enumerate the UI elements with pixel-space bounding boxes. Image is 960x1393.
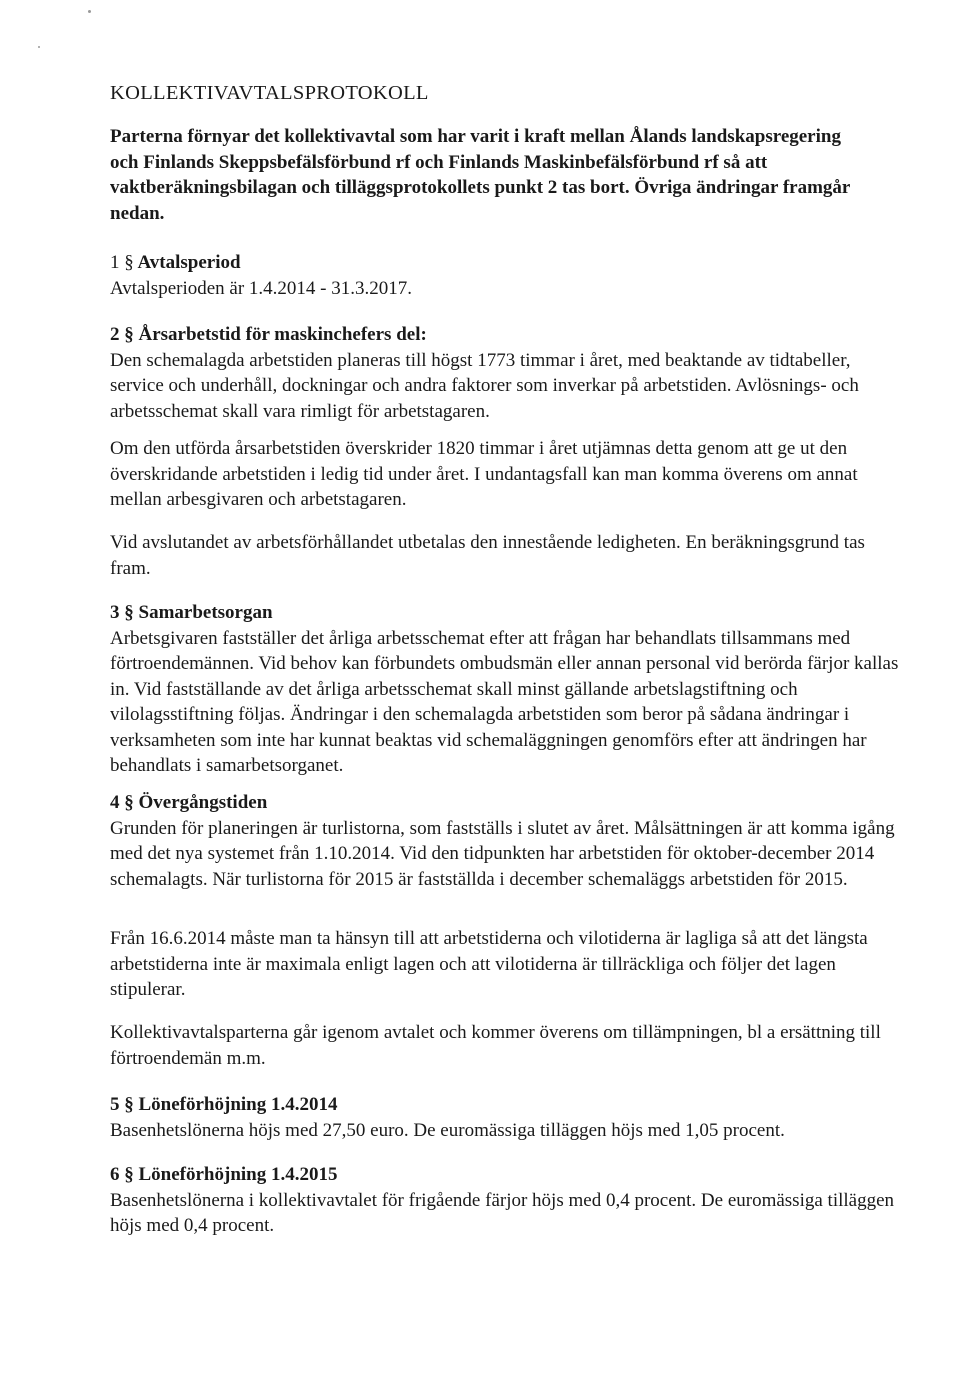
section-2-paragraph-2: Om den utförda årsarbetstiden överskrider 1820 timmar i året utjämnas detta genom att ge ut den överskridande arbetstiden i ledig tid under året. I undantagsfall kan man komma överens om annat mellan arbesgivaren och arbetstagaren. <box>110 438 858 510</box>
section-symbol: § <box>124 252 134 273</box>
section-4-paragraph-2: Från 16.6.2014 måste man ta hänsyn till att arbetstiderna och vilotiderna är lagliga så att det längsta arbetstiderna inte är maximala enligt lagen och att vilotiderna är tillräckliga och följer det lagen stipulerar. <box>110 928 868 1000</box>
section-symbol: § <box>124 792 134 813</box>
document-title: KOLLEKTIVAVTALSPROTOKOLL <box>110 82 429 104</box>
section-number: 5 <box>110 1094 120 1115</box>
section-symbol: § <box>124 324 134 345</box>
section-6 <box>110 1162 900 1239</box>
section-4 <box>110 790 900 892</box>
section-number: 2 <box>110 324 120 345</box>
section-title: Samarbetsorgan <box>138 602 273 623</box>
section-heading <box>110 1092 900 1118</box>
section-3 <box>110 600 900 779</box>
section-title: Avtalsperiod <box>137 252 241 273</box>
section-1 <box>110 250 900 301</box>
section-number: 6 <box>110 1164 120 1185</box>
section-2-paragraph-3: Vid avslutandet av arbetsförhållandet utbetalas den innestående ledigheten. En beräkningsgrund tas fram. <box>110 532 865 579</box>
section-paragraph: Basenhetslönerna höjs med 27,50 euro. De euromässiga tilläggen höjs med 1,05 procent. <box>110 1119 785 1141</box>
section-title: Löneförhöjning 1.4.2014 <box>138 1094 338 1115</box>
section-4-paragraph-3: Kollektivavtalsparterna går igenom avtalet och kommer överens om tillämpningen, bl a ersättning till förtroendemän m.m. <box>110 1022 881 1069</box>
section-paragraph: Arbetsgivaren fastställer det årliga arbetsschemat efter att frågan har behandlats tillsammans med förtroendemännen. Vid behov kan förbundets ombudsmän eller annan personal vid berörda färjor kallas in. Vid fastställande av det årliga arbetsschemat skall minst gällande arbetslagstiftning och vilolagsstiftning följas. Ändringar i den schemalagda arbetstiden som beror på sådana ändringar i verksamheten som inte har kunnat beaktas vid schemaläggningen genomförs efter att ändringen har behandlats i samarbetsorganet. <box>110 627 899 776</box>
section-paragraph: Basenhetslönerna i kollektivavtalet för frigående färjor höjs med 0,4 procent. De euromässiga tilläggen höjs med 0,4 procent. <box>110 1189 895 1236</box>
section-symbol: § <box>124 1164 134 1185</box>
section-heading <box>110 322 900 348</box>
section-title: Löneförhöjning 1.4.2015 <box>138 1164 338 1185</box>
section-heading <box>110 1162 900 1188</box>
section-number: 3 <box>110 602 120 623</box>
section-title: Årsarbetstid för maskinchefers del: <box>138 324 427 345</box>
section-number: 1 <box>110 252 120 273</box>
scan-speck <box>38 46 40 48</box>
scan-speck <box>88 10 91 13</box>
section-symbol: § <box>124 1094 134 1115</box>
section-heading <box>110 790 900 816</box>
section-number: 4 <box>110 792 120 813</box>
section-paragraph: Avtalsperioden är 1.4.2014 - 31.3.2017. <box>110 277 413 299</box>
section-symbol: § <box>124 602 134 623</box>
section-title: Övergångstiden <box>138 792 268 813</box>
section-5 <box>110 1092 900 1143</box>
section-heading <box>110 250 900 276</box>
section-paragraph: Grunden för planeringen är turlistorna, som fastställs i slutet av året. Målsättningen är att komma igång med det nya systemet från 1.10.2014. Vid den tidpunkten har arbetstiden för oktober-december 2014 schemalagts. När turlistorna för 2015 är fastställda i december schemaläggs arbetstiden för 2015. <box>110 817 895 890</box>
intro-paragraph: Parterna förnyar det kollektivavtal som har varit i kraft mellan Ålands landskapsregering och Finlands Skeppsbefälsförbund rf och Finlands Maskinbefälsförbund rf så att vaktberäkningsbilagan och tilläggsprotokollets punkt 2 tas bort. Övriga ändringar framgår nedan. <box>110 126 851 224</box>
section-heading <box>110 600 900 626</box>
section-2 <box>110 322 900 424</box>
section-paragraph: Den schemalagda arbetstiden planeras till högst 1773 timmar i året, med beaktande av tidtabeller, service och underhåll, dockningar och andra faktorer som inverkar på arbetstiden. Avlösnings- och arbetsschemat skall vara rimligt för arbetstagaren. <box>110 349 859 422</box>
